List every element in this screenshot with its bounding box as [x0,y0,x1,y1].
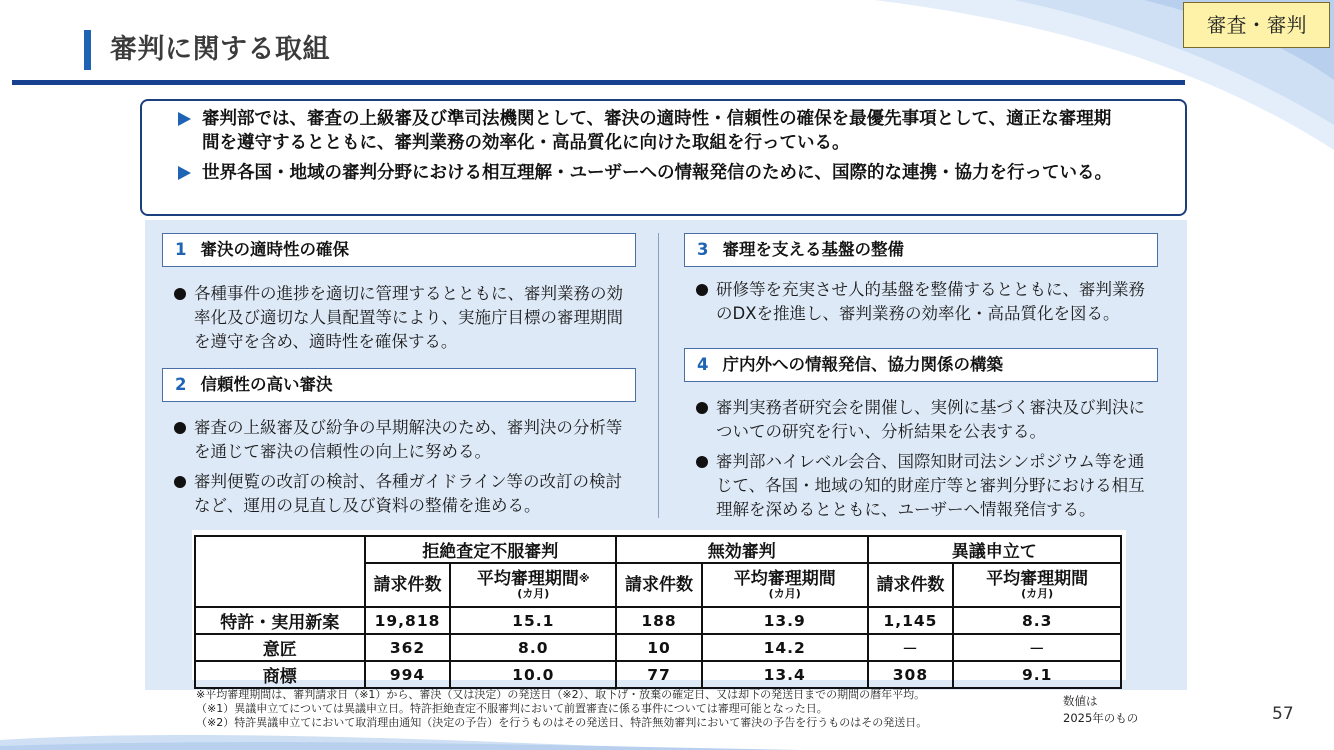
footnotes [196,688,1056,730]
table-column-header: 請求件数 [868,563,954,607]
bullet-item [696,396,1158,444]
bullet-text: 審判実務者研究会を開催し、実例に基づく審決及び判決についての研究を行い、分析結果を公表する。 [716,398,1145,441]
table-corner-cell [195,536,365,607]
statistics-table-container [192,530,1126,687]
table-cell: 362 [365,634,451,661]
column-unit: (カ月) [517,587,550,600]
bullet-dot-icon [696,456,708,468]
bullet-item [174,416,636,464]
section-number: 3 [697,240,709,259]
table-row-header: 特許・実用新案 [195,607,365,634]
table-cell: 9.1 [953,661,1121,688]
table-group-header: 拒絶査定不服審判 [365,536,617,563]
bullet-item [174,282,636,354]
bullet-item [696,278,1158,326]
table-column-header: 請求件数 [365,563,451,607]
table-group-header: 異議申立て [868,536,1122,563]
column-header-label: 平均審理期間 [733,569,836,589]
title-accent-bar [84,30,91,70]
table-cell: 77 [616,661,702,688]
summary-text: 審判部では、審査の上級審及び準司法機関として、審決の適時性・信頼性の確保を最優先事項として、適正な審理期間を遵守するとともに、審判業務の効率化・高品質化に向けた取組を行っている。 [202,109,1112,153]
section-1-header [162,233,636,267]
bullet-item [174,470,636,518]
section-4-header [684,348,1158,382]
table-row-header: 意匠 [195,634,365,661]
column-unit: (カ月) [768,587,801,600]
table-cell: 13.9 [702,607,868,634]
table-column-header [702,563,868,607]
table-column-header [953,563,1121,607]
bullet-text: 研修等を充実させ人的基盤を整備するとともに、審判業務のDXを推進し、審判業務の効率化・高品質化を図る。 [716,280,1145,323]
section-3-header [684,233,1158,267]
column-header-label: 平均審理期間 [476,569,579,589]
column-divider [658,233,659,518]
footnote: （※1）異議申立てについては異議申立日。特許拒絶査定不服審判において前置審査に係る事件については審理可能となった日。 [196,702,828,715]
bullet-text: 各種事件の進捗を適切に管理するとともに、審判業務の効率化及び適切な人員配置等により、実施庁目標の審理期間を遵守を含め、適時性を確保する。 [194,284,623,351]
table-column-header: 請求件数 [616,563,702,607]
section-title: 審決の適時性の確保 [200,240,349,259]
table-cell: 994 [365,661,451,688]
bullet-dot-icon [174,476,186,488]
section-title: 審理を支える基盤の整備 [722,240,904,259]
bullet-text: 審判部ハイレベル会合、国際知財司法シンポジウム等を通じて、各国・地域の知的財産庁等と審判分野における相互理解を深めるとともに、ユーザーへ情報発信する。 [716,452,1145,519]
footnote: （※2）特許異議申立てにおいて取消理由通知（決定の予告）を行うものはその発送日、特許無効審判において審決の予告を行うものはその発送日。 [196,716,928,729]
footnote: ※平均審理期間は、審判請求日（※1）から、審決（又は決定）の発送日（※2）、取下げ・放棄の確定日、又は却下の発送日までの期間の暦年平均。 [196,688,926,701]
summary-box [140,99,1187,216]
table-cell: 19,818 [365,607,451,634]
table-group-header-row [195,536,1121,563]
section-2-header [162,368,636,402]
table-cell: 15.1 [450,607,616,634]
summary-text: 世界各国・地域の審判分野における相互理解・ユーザーへの情報発信のために、国際的な連携・協力を行っている。 [202,163,1112,183]
page-title: 審判に関する取組 [110,34,330,65]
data-year-note-line: 数値は [1063,694,1098,708]
table-row [195,607,1121,634]
section-number: 4 [697,355,709,374]
table-cell: 10.0 [450,661,616,688]
table-cell: 8.0 [450,634,616,661]
summary-item [178,107,1128,155]
table-cell: 10 [616,634,702,661]
table-row [195,634,1121,661]
table-group-header: 無効審判 [616,536,867,563]
bullet-text: 審査の上級審及び紛争の早期解決のため、審判決の分析等を通じて審決の信頼性の向上に努める。 [194,418,623,461]
summary-item [178,161,1128,185]
statistics-table [194,535,1122,689]
table-cell: 308 [868,661,954,688]
bullet-dot-icon [174,422,186,434]
bullet-dot-icon [696,284,708,296]
section-title: 信頼性の高い審決 [200,375,333,394]
bullet-item [696,450,1158,522]
column-header-label: 平均審理期間 [986,569,1089,589]
table-cell: 13.4 [702,661,868,688]
table-column-header [450,563,616,607]
table-cell: 1,145 [868,607,954,634]
bullet-dot-icon [174,288,186,300]
section-title: 庁内外への情報発信、協力関係の構築 [722,355,1003,374]
section-number: 1 [175,240,187,259]
table-cell: － [953,634,1121,661]
bullet-dot-icon [696,402,708,414]
footnote-mark: ※ [578,572,590,585]
column-unit: (カ月) [1021,587,1054,600]
table-cell: 14.2 [702,634,868,661]
bullet-text: 審判便覧の改訂の検討、各種ガイドライン等の改訂の検討など、運用の見直し及び資料の整備を進める。 [194,472,623,515]
section-number: 2 [175,375,187,394]
table-row-header: 商標 [195,661,365,688]
table-cell: － [868,634,954,661]
triangle-bullet-icon [178,112,191,126]
table-cell: 8.3 [953,607,1121,634]
data-year-note-line: 2025年のもの [1063,711,1139,725]
table-row [195,661,1121,688]
category-tag: 審査・審判 [1183,2,1330,48]
triangle-bullet-icon [178,166,191,180]
page-number: 57 [1272,704,1294,724]
data-year-note [1063,693,1138,727]
title-rule [12,80,1185,85]
table-cell: 188 [616,607,702,634]
